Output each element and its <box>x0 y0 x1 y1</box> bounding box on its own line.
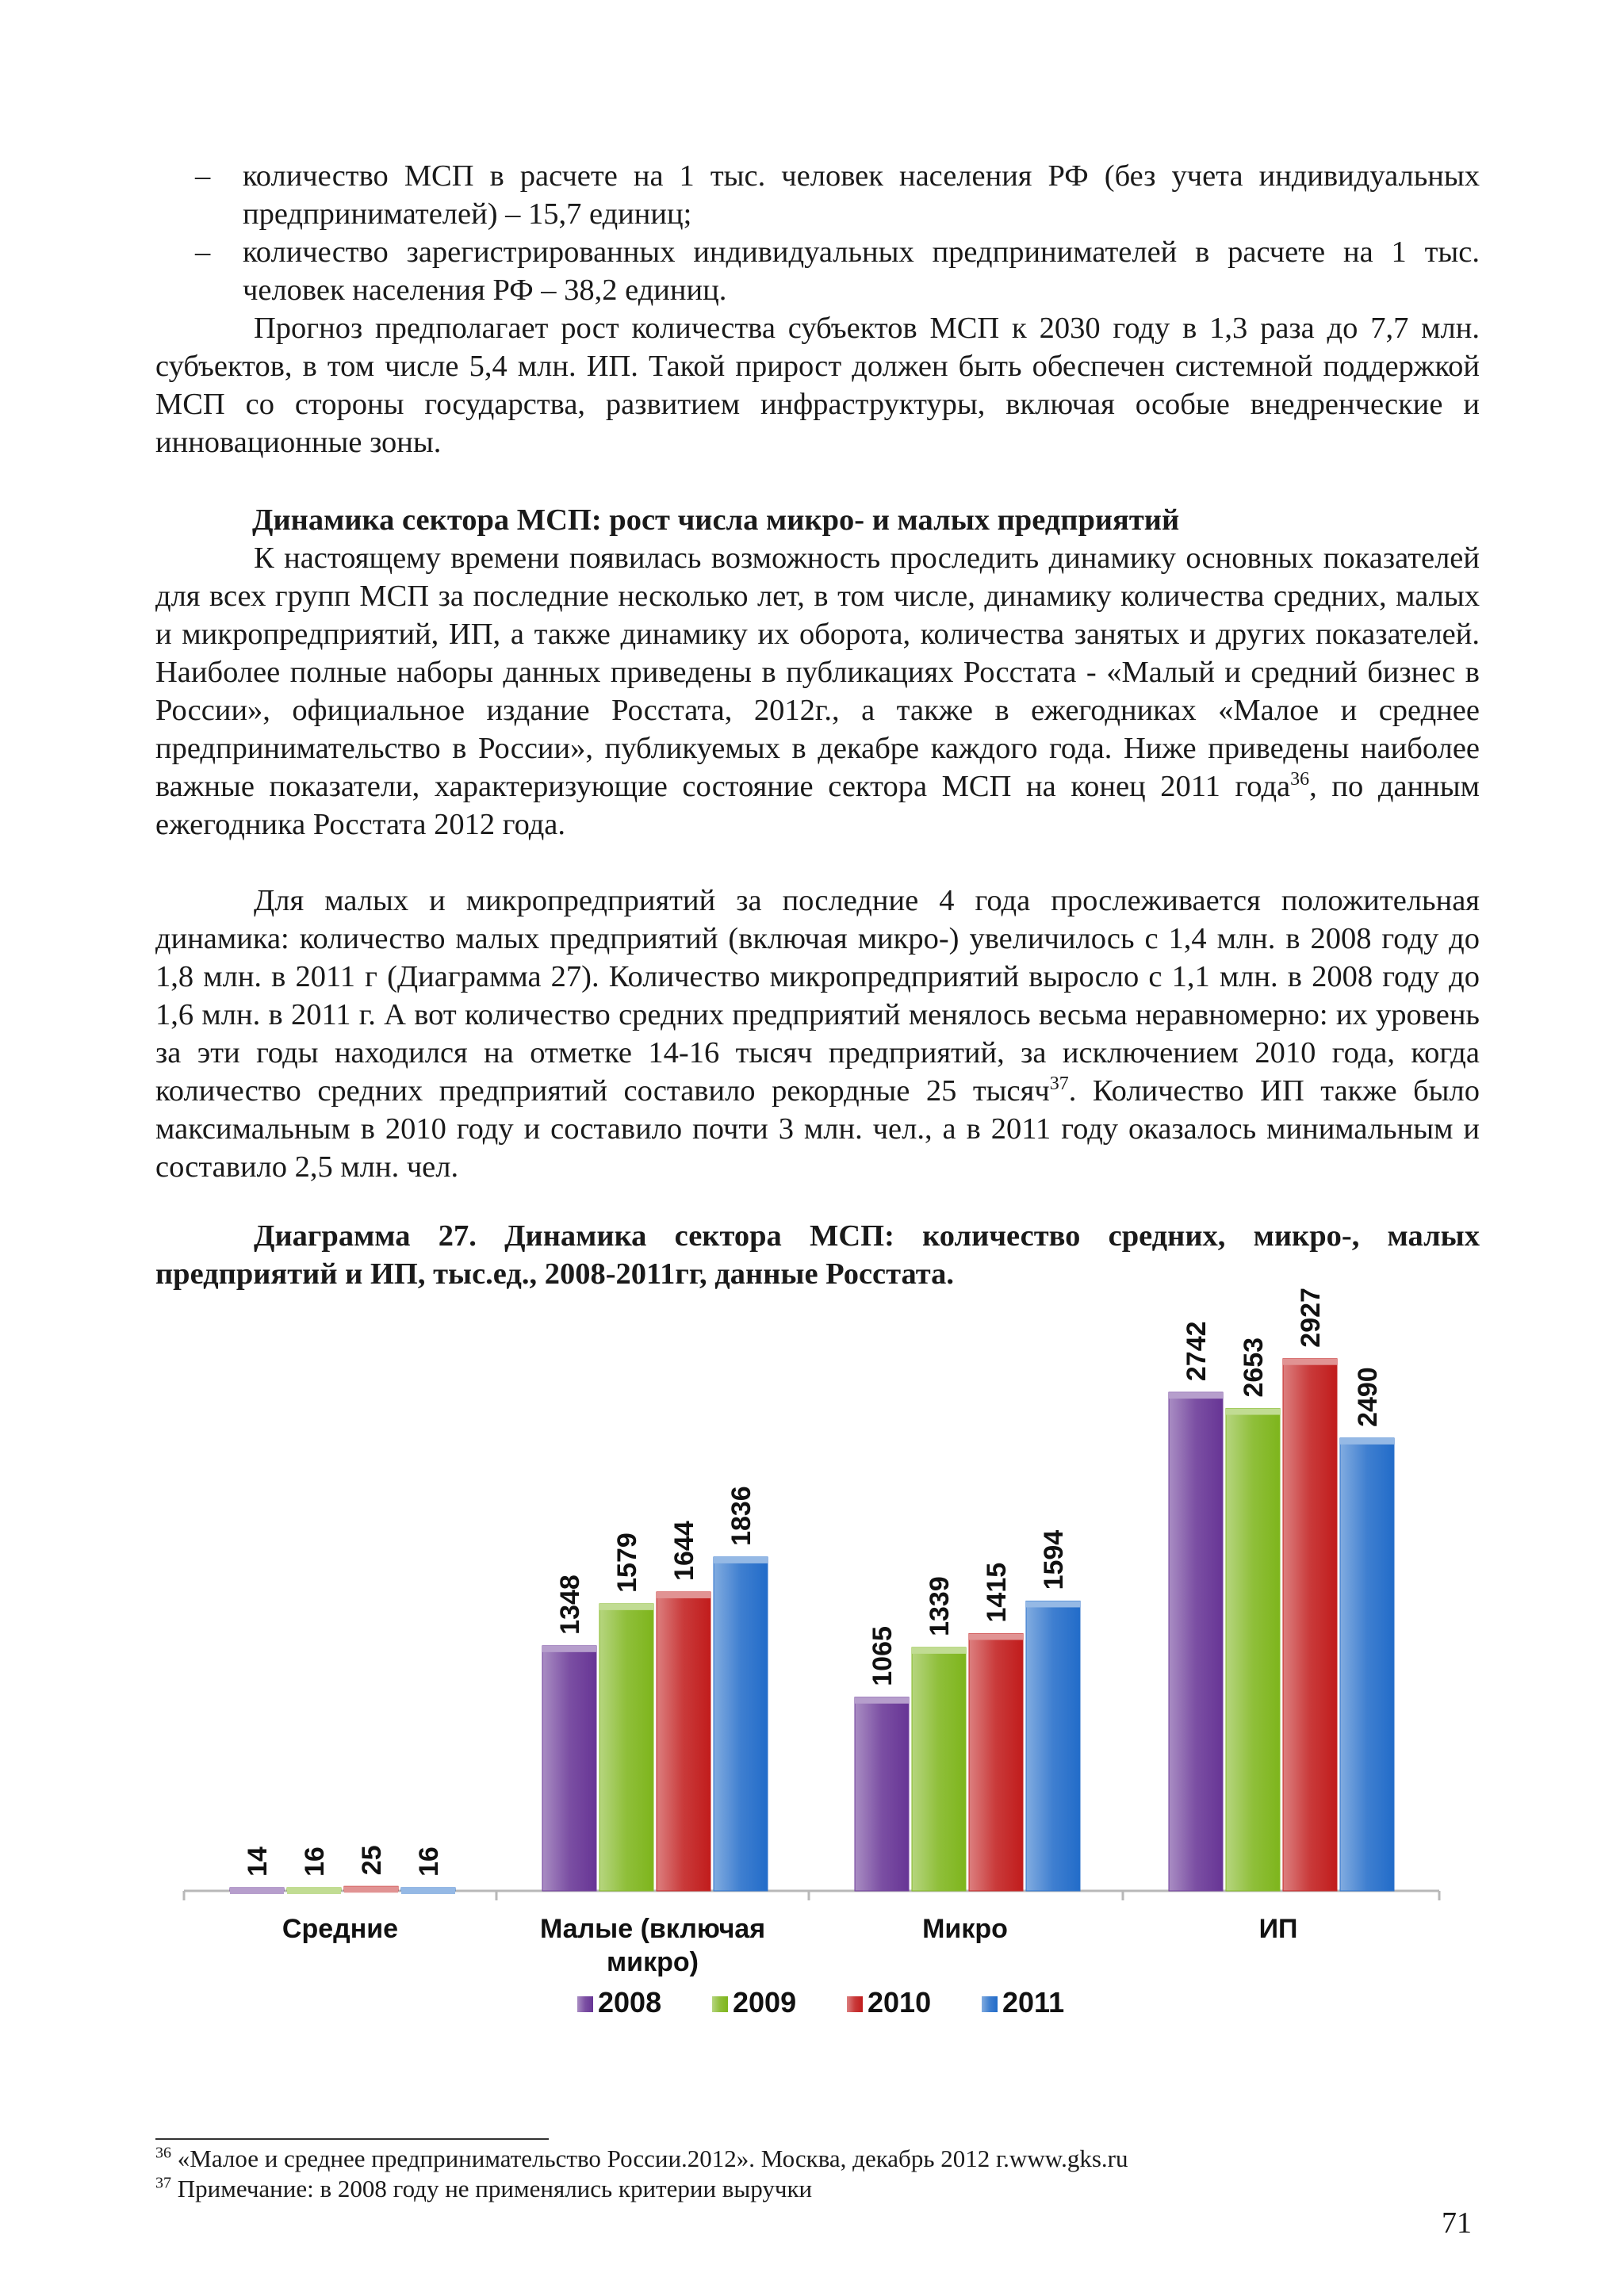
bar-top-highlight <box>401 1888 455 1894</box>
bar-top-highlight <box>855 1697 909 1704</box>
category-label: Микро <box>922 1914 1008 1944</box>
data-label: 1415 <box>982 1562 1012 1623</box>
data-label: 2490 <box>1353 1367 1383 1427</box>
category-label: ИП <box>1258 1914 1298 1944</box>
footnote-ref: 37 <box>1049 1073 1069 1095</box>
bar-top-highlight <box>344 1886 398 1892</box>
paragraph-text: Для малых и микропредприятий за последние 4 года прослеживается положительная динамика: количество малых предприятий (включая микро-) увеличилось с 1,4 млн. в 2008 году до 1,8 млн. в 2011 г (Диаграмма 27). Количество микропредприятий выросло с 1,1 млн. в 2008 году до 1,6 млн. в 2011 г. А вот количество средних предприятий менялось весьма неравномерно: их уровень за эти годы находился на отметке 14-16 тысяч предприятий, за исключением 2010 года, когда количество средних предприятий составило рекордные 25 тысяч <box>155 884 1480 1108</box>
bar-2011-3 <box>1026 1601 1080 1891</box>
bar-2009-2 <box>599 1604 653 1891</box>
data-label: 2927 <box>1296 1288 1326 1348</box>
bar-2009-4 <box>1226 1409 1280 1891</box>
bar-top-highlight <box>542 1646 596 1652</box>
category-label: Средние <box>282 1914 399 1944</box>
footnote-number: 37 <box>155 2174 171 2192</box>
bar-2010-4 <box>1283 1359 1337 1891</box>
legend-swatch-2010 <box>847 1996 863 2012</box>
page-number: 71 <box>1442 2206 1472 2240</box>
data-label: 1594 <box>1039 1529 1069 1590</box>
bar-2010-3 <box>969 1633 1023 1891</box>
bullet-dash: – <box>195 159 211 193</box>
bar-2011-4 <box>1340 1438 1394 1891</box>
paragraph-text: . Количество ИП также было максимальным в 2010 году и составило почти 3 млн. чел., а в 2011 году оказалось минимальным и составило 2,5 млн. чел. <box>155 1074 1480 1184</box>
data-label: 1579 <box>612 1533 642 1593</box>
bullet-dash: – <box>195 235 211 269</box>
footnote-divider <box>155 2138 549 2140</box>
bar-top-highlight <box>1283 1359 1337 1365</box>
legend-label: 2010 <box>868 1986 932 2019</box>
bar-top-highlight <box>230 1888 284 1894</box>
data-label: 1348 <box>555 1575 585 1635</box>
paragraph-text: , по данным ежегодника Росстата 2012 года. <box>155 770 1480 841</box>
data-label: 14 <box>243 1846 273 1877</box>
data-label: 1836 <box>726 1486 756 1546</box>
bar-2008-2 <box>542 1646 596 1891</box>
bar-top-highlight <box>969 1633 1023 1640</box>
legend-label: 2008 <box>598 1986 662 2019</box>
paragraph-text: К настоящему времени появилась возможность проследить динамику основных показателей для всех групп МСП за последние несколько лет, в том числе, динамику количества средних, малых и микропредприятий, ИП, а также динамику их оборота, количества занятых и других показателей. Наиболее полные наборы данных приведены в публикациях Росстата - «Малый и средний бизнес в России», официальное издание Росстата, 2012г., а также в ежегодниках «Малое и среднее предпринимательство в России», публикуемых в декабре каждого года. Ниже приведены наиболее важные показатели, характеризующие состояние сектора МСП на конец 2011 года <box>155 541 1480 803</box>
footnotes <box>155 2144 1128 2204</box>
data-label: 16 <box>300 1846 330 1877</box>
bar-top-highlight <box>1340 1438 1394 1445</box>
data-label: 1339 <box>925 1576 955 1636</box>
data-label: 25 <box>357 1845 387 1876</box>
bar-2008-3 <box>855 1697 909 1891</box>
bar-2009-3 <box>912 1647 966 1891</box>
footnote-text: Примечание: в 2008 году не применялись критерии выручки <box>177 2175 813 2202</box>
paragraph-forecast: Прогноз предполагает рост количества субъектов МСП к 2030 году в 1,3 раза до 7,7 млн. субъектов, в том числе 5,4 млн. ИП. Такой прирост должен быть обеспечен системной поддержкой МСП со стороны государства, развитием инфраструктуры, включая особые внедренческие и инновационные зоны. <box>155 312 1480 459</box>
data-label: 2742 <box>1182 1321 1212 1382</box>
data-label: 1065 <box>868 1626 898 1686</box>
legend-swatch-2009 <box>712 1996 728 2012</box>
chart-caption: Диаграмма 27. Динамика сектора МСП: количество средних, микро-, малых предприятий и ИП, тыс.ед., 2008-2011гг, данные Росстата. <box>155 1219 1480 1291</box>
bar-top-highlight <box>599 1604 653 1610</box>
bar-top-highlight <box>287 1888 341 1894</box>
data-label: 2653 <box>1239 1337 1269 1398</box>
bar-top-highlight <box>1169 1392 1223 1399</box>
data-label: 16 <box>414 1846 444 1877</box>
footnote-text: «Малое и среднее предпринимательство России.2012». Москва, декабрь 2012 г.www.gks.ru <box>177 2145 1128 2172</box>
bar-top-highlight <box>657 1592 710 1598</box>
footnote-number: 36 <box>155 2144 171 2162</box>
bullet-text: количество зарегистрированных индивидуальных предпринимателей в расчете на 1 тыс. человек населения РФ – 38,2 единиц. <box>243 235 1480 307</box>
bar-top-highlight <box>1026 1601 1080 1607</box>
bar-top-highlight <box>912 1647 966 1654</box>
footnote-36 <box>155 2144 1128 2174</box>
data-label: 1644 <box>669 1521 699 1581</box>
footnote-ref: 36 <box>1290 769 1310 790</box>
bar-2008-4 <box>1169 1392 1223 1891</box>
bar-top-highlight <box>714 1557 768 1563</box>
legend-label: 2009 <box>733 1986 797 2019</box>
bar-2011-2 <box>714 1557 768 1891</box>
footnote-37 <box>155 2174 1128 2204</box>
bullet-text: количество МСП в расчете на 1 тыс. человек населения РФ (без учета индивидуальных предпринимателей) – 15,7 единиц; <box>243 159 1480 231</box>
category-label: Малые (включая микро) <box>539 1914 766 1977</box>
legend-swatch-2011 <box>982 1996 998 2012</box>
legend-swatch-2008 <box>577 1996 593 2012</box>
bar-2010-2 <box>657 1592 710 1891</box>
section-heading: Динамика сектора МСП: рост числа микро- и малых предприятий <box>252 503 1180 537</box>
bar-top-highlight <box>1226 1409 1280 1415</box>
legend-label: 2011 <box>1002 1986 1065 2019</box>
